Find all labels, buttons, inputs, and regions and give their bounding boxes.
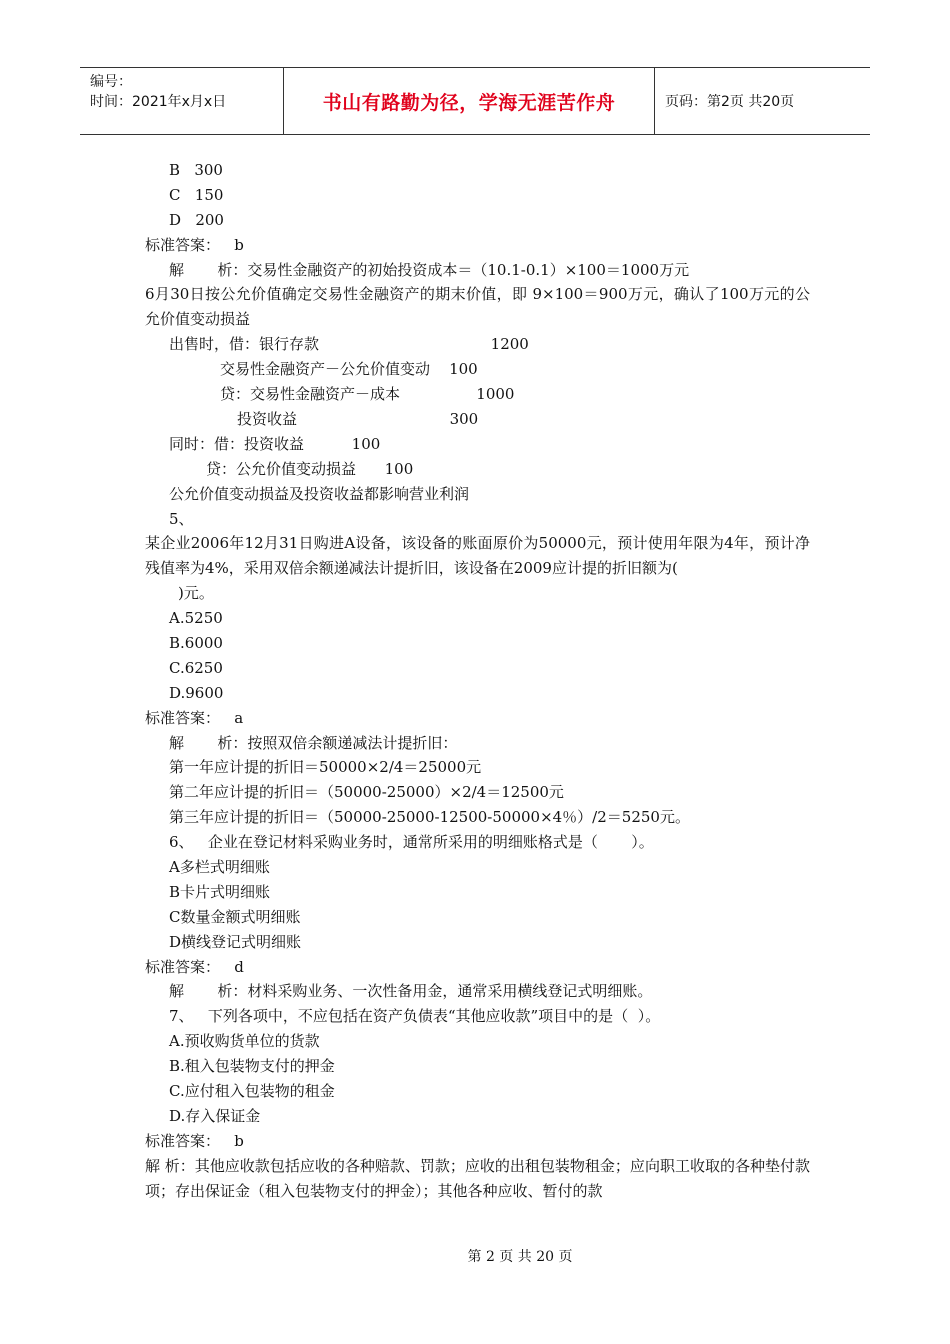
text-line: C.6250 <box>169 658 223 677</box>
text-line: 出售时，借：银行存款 1200 <box>169 335 529 354</box>
text-line: 解 析：其他应收款包括应收的各种赔款、罚款；应收的出租包装物租金；应向职工收取的各种垫付款项；存出保证金（租入包装物支付的押金）；其他各种应收、暂付的款 <box>145 1156 810 1200</box>
page-info: 页码：第2页 共20页 <box>665 94 795 110</box>
text-line: D.存入保证金 <box>169 1106 261 1125</box>
text-line: C数量金额式明细账 <box>169 907 301 926</box>
text-line: 贷：公允价值变动损益 100 <box>206 459 414 478</box>
text-line: 同时：借：投资收益 100 <box>169 434 381 453</box>
text-line: A.5250 <box>169 609 223 628</box>
text-line: 标准答案： d <box>145 957 244 976</box>
text-line: )元。 <box>178 584 214 603</box>
text-line: 标准答案： b <box>145 1131 244 1150</box>
text-line: C.应付租入包装物的租金 <box>169 1082 335 1101</box>
text-line: D.9600 <box>169 683 224 702</box>
text-line: 交易性金融资产－公允价值变动 100 <box>220 360 478 379</box>
number-label: 编号： <box>90 74 132 90</box>
text-line: 解 析：按照双倍余额递减法计提折旧： <box>169 733 458 752</box>
text-line: 6、 企业在登记材料采购业务时，通常所采用的明细账格式是（ ）。 <box>169 833 654 852</box>
text-line: B.6000 <box>169 633 223 652</box>
text-line: 解 析：材料采购业务、一次性备用金，通常采用横线登记式明细账。 <box>169 982 653 1001</box>
header-right-cell <box>655 68 870 134</box>
text-line: 第三年应计提的折旧＝（50000-25000-12500-50000×4％）/2＝5250元。 <box>169 808 690 827</box>
text-line: 标准答案： a <box>145 708 244 727</box>
text-line: C 150 <box>169 185 224 204</box>
page-header <box>80 67 870 135</box>
text-line: B.租入包装物支付的押金 <box>169 1057 335 1076</box>
text-line: 投资收益 300 <box>237 409 479 428</box>
text-line: 6月30日按公允价值确定交易性金融资产的期末价值，即 9×100＝900万元，确认了100万元的公允价值变动损益 <box>145 285 810 329</box>
header-left-cell <box>80 68 283 134</box>
text-line: B 300 <box>169 161 223 179</box>
text-line: D横线登记式明细账 <box>169 932 302 951</box>
text-line: 5、 <box>169 509 194 528</box>
page-footer <box>0 1246 950 1266</box>
text-line: B卡片式明细账 <box>169 882 271 901</box>
text-line: A.预收购货单位的货款 <box>169 1032 320 1051</box>
text-line: 公允价值变动损益及投资收益都影响营业利润 <box>169 484 470 503</box>
header-motto: 书山有路勤为径，学海无涯苦作舟 <box>322 91 616 114</box>
document-body <box>145 158 810 1204</box>
text-line: 第二年应计提的折旧＝（50000-25000）×2/4＝12500元 <box>169 783 564 802</box>
header-motto-cell <box>283 68 655 134</box>
text-line: A多栏式明细账 <box>169 858 270 876</box>
footer-page-number: 第 2 页 共 20 页 <box>467 1249 573 1265</box>
text-line: 贷：交易性金融资产－成本 1000 <box>220 385 515 404</box>
text-line: 标准答案： b <box>145 235 244 254</box>
text-line: 解 析：交易性金融资产的初始投资成本＝（10.1-0.1）×100＝1000万元 <box>169 260 690 279</box>
text-line: 某企业2006年12月31日购进A设备，该设备的账面原价为50000元，预计使用年限为4年，预计净残值率为4%，采用双倍余额递减法计提折旧，该设备在2009应计提的折旧额为( <box>145 534 810 578</box>
text-line: 第一年应计提的折旧＝50000×2/4＝25000元 <box>169 758 482 777</box>
text-line: D 200 <box>169 210 224 229</box>
time-label: 时间：2021年x月x日 <box>90 94 227 110</box>
text-line: 7、 下列各项中，不应包括在资产负债表“其他应收款”项目中的是（ ）。 <box>169 1007 661 1026</box>
